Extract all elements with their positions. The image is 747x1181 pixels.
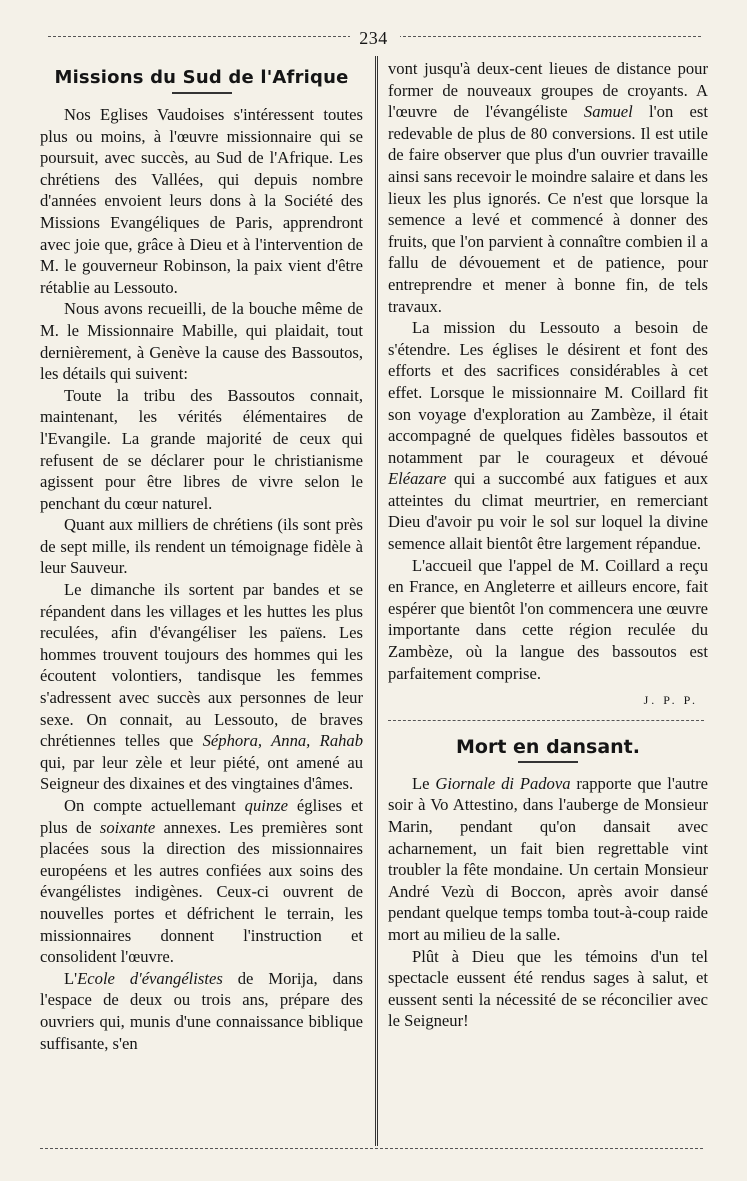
paragraph: Quant aux milliers de chrétiens (ils sont près de sept mille, ils rendent un témoignage fidèle à leur Sauveur.	[40, 515, 363, 578]
title-rule	[518, 761, 578, 763]
paragraph: Toute la tribu des Bassoutos connait, maintenant, les vérités élémentaires de l'Evangile. La grande majorité de ceux qui refusent de se déclarer pour le christianisme agissent pour être libres de vivre selon le penchant du cœur naturel.	[40, 385, 363, 513]
paragraph: L'accueil que l'appel de M. Coillard a reçu en France, en Angleterre et ailleurs encore, fait espérer que bientôt l'on commencera une œuvre importante dans cette région reculée du Zambèze, où la langue des bassoutos est parfaitement comprise.	[388, 555, 708, 683]
column-divider	[375, 56, 378, 1146]
paragraph	[40, 579, 363, 795]
text: annexes. Les premières sont placées sous la direction des missionnaires européens et les autres confiées aux soins des évangélistes indigènes. Ceux-ci ouvrent de nouvelles portes et défrichent le terrain, les missionnaires donnent l'instruction et consolident l'œuvre.	[40, 817, 363, 967]
bottom-rule	[40, 1148, 703, 1149]
title-rule	[172, 92, 232, 94]
italic-school: Ecole d'évangélistes	[77, 968, 223, 988]
signature: J. P. P.	[643, 693, 698, 708]
italic-word: soixante	[99, 817, 156, 837]
text: Le	[412, 773, 436, 793]
italic-name: Eléazare	[388, 469, 447, 489]
text: On compte actuellemant	[64, 796, 245, 815]
text: de Morija, dans l'espace de deux ou trois ans, prépare des ouvriers qui, munis d'une connaissance biblique suffisante, s'en	[40, 968, 363, 1053]
paragraph	[388, 773, 708, 946]
italic-names: Séphora, Anna, Rahab	[202, 731, 364, 751]
page-number: 234	[359, 28, 388, 48]
italic-newspaper: Giornale di Padova	[435, 773, 571, 793]
text: qui, par leur zèle et leur piété, ont amené au Seigneur des dixaines et des vingtaines d'âmes.	[40, 752, 363, 794]
text: églises et plus de	[40, 796, 363, 837]
paragraph	[40, 795, 363, 968]
paragraph	[40, 968, 363, 1054]
italic-word: quinze	[244, 796, 288, 815]
italic-name: Samuel	[583, 102, 633, 122]
paragraph: Nos Eglises Vaudoises s'intéressent toutes plus ou moins, à l'œuvre missionnaire qui se poursuit, avec succès, au Sud de l'Afrique. Les chrétiens des Vallées, qui depuis nombre d'années envoient leurs dons à la Société des Missions Evangéliques de Paris, apprendront avec joie que, grâce à Dieu et à l'intervention de M. le gouverneur Robinson, la paix vient d'être rétablie au Lessouto.	[40, 105, 363, 297]
text: qui a succombé aux fatigues et aux atteintes du climat meurtrier, en remerciant Dieu d'avoir pu voir le sol sur loquel la divine semence allait bientôt être largement répandue.	[388, 469, 708, 554]
paragraph: Nous avons recueilli, de la bouche même de M. le Missionnaire Mabille, qui plaidait, tout dernièrement, à Genève la cause des Bassoutos, les détails qui suivent:	[40, 299, 363, 384]
paragraph	[388, 317, 708, 555]
text: rapporte que l'autre soir à Vo Attestino, dans l'auberge de Monsieur Marin, pendant qu'on dansait avec acharnement, un fait bien regrettable vint troubler la fête mondaine. Un certain Monsieur André Vezù di Boccon, après avoir dansé pendant quelque temps tomba tout-à-coup raide mort au milieu de la salle.	[388, 773, 709, 944]
left-column	[40, 58, 363, 1054]
text: vont jusqu'à deux-cent lieues de distance pour former de nouveaux groupes de croyants. A l'œuvre de l'évangéliste	[388, 59, 708, 122]
text: L'	[64, 968, 78, 988]
right-column	[388, 58, 708, 1032]
article-title-missions: Missions du Sud de l'Afrique	[54, 67, 349, 88]
text: l'on est redevable de plus de 80 conversions. Il est utile de faire observer que plus d'un ouvrier travaille ainsi sans recevoir le moindre salaire et dans les lieux les plus ignorés. Ce n'est que lorsque la semence a levé et commencé à donner des fruits, que l'on parvient à connaître combien il a fallu de dévouement et de patience, pour entreprendre et mener à bonne fin, de tels travaux.	[388, 102, 708, 316]
text: La mission du Lessouto a besoin de s'étendre. Les églises le désirent et font des efforts et des sacrifices considérables à cet effet. Lorsque le missionnaire M. Coillard fit son voyage d'exploration au Zambèze, il était accompagné de quelques fidèles bassoutos et notamment par le courageux et dévoué	[388, 318, 708, 467]
text: Le dimanche ils sortent par bandes et se répandent dans les villages et les huttes les plus reculées, afin d'évangéliser les païens. Les hommes trouvent toujours des hommes qui les écoutent volontiers, tandisque les femmes s'adressent avec succès aux personnes de leur sexe. On connait, au Lessouto, de braves chrétiennes telles que	[40, 580, 363, 751]
article-title-mort: Mort en dansant.	[456, 735, 640, 758]
paragraph: Plût à Dieu que les témoins d'un tel spectacle eussent été rendus sages à salut, et eussent senti la nécessité de se réconcilier avec le Seigneur!	[388, 946, 708, 1031]
paragraph	[388, 58, 708, 317]
section-rule	[388, 720, 704, 721]
